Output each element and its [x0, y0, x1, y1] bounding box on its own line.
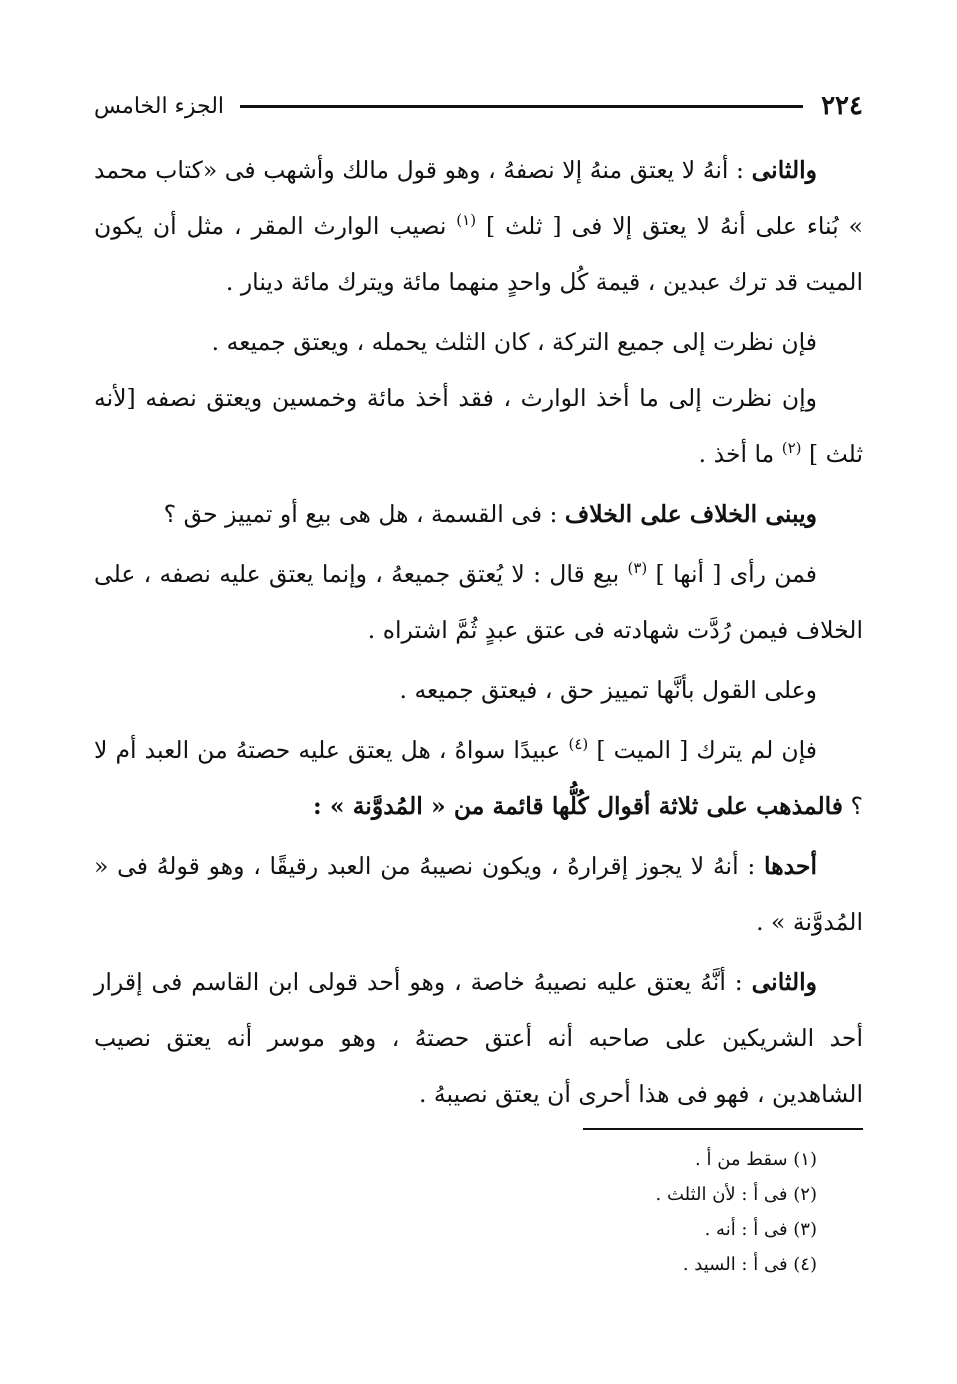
paragraph: [94, 546, 863, 658]
page-header: [94, 86, 863, 126]
running-title: الجزء الخامس: [94, 93, 225, 119]
text-run: فإن نظرت إلى جميع التركة ، كان الثلث يحمله ، ويعتق جميعه .: [211, 328, 817, 356]
footnote: (٣) فى أ : أنه .: [704, 1219, 817, 1240]
paragraph: [94, 370, 863, 482]
paragraph-lead: والثانى: [751, 968, 817, 996]
paragraph: [94, 314, 863, 370]
header-rule: [240, 105, 803, 108]
text-run: : أنَّهُ يعتق عليه نصيبهُ خاصة ، وهو أحد قولى ابن القاسم فى إقرار أحد الشريكين على صاحبه أنه أعتق حصتهُ ، وهو موسر أنه يعتق نصيب الشاهدين ، فهو فى هذا أحرى أن يعتق نصيبهُ .: [94, 968, 863, 1108]
paragraph: [94, 954, 863, 1122]
text-run: : فى القسمة ، هل هى بيع أو تمييز حق ؟: [163, 500, 558, 528]
footnote-ref: (٣): [627, 559, 648, 577]
paragraph: [94, 722, 863, 834]
text-run: فمن رأى [ أنها ]: [647, 560, 818, 588]
paragraph-lead: والثانى: [751, 156, 817, 184]
text-run: : أنهُ لا يجوز إقرارهُ ، ويكون نصيبهُ من العبد رقيقًا ، وهو قولهُ فى « المُدوَّنة » .: [94, 852, 863, 936]
footnote-ref: (١): [456, 211, 477, 229]
text-run: وعلى القول بأنَّها تمييز حق ، فيعتق جميعه .: [399, 676, 817, 704]
bold-text: فالمذهب على ثلاثة أقوال كُلُّها قائمة من « المُدوَّنة » :: [312, 792, 844, 820]
footnote: (٢) فى أ : لأن الثلث .: [655, 1184, 817, 1205]
text-run: نصيب الوارث المقر ، مثل أن يكون الميت قد ترك عبدين ، قيمة كُل واحدٍ منهما مائة ويترك مائة دينار .: [94, 212, 863, 296]
text-run: ما أخذ .: [698, 440, 782, 468]
paragraph: [94, 142, 863, 310]
text-run: وإن نظرت إلى ما أخذ الوارث ، فقد أخذ مائة وخمسين ويعتق نصفه [لأنه ثلث ]: [94, 384, 863, 468]
footnote-ref: (٢): [781, 439, 802, 457]
footnote-ref: (٤): [568, 735, 589, 753]
book-page: [94, 86, 863, 1316]
paragraph-lead: ويبنى الخلاف على الخلاف: [564, 500, 817, 528]
footnote-rule: [583, 1128, 863, 1130]
page-number: ٢٢٤: [821, 91, 863, 121]
footnote: (١) سقط من أ .: [695, 1149, 817, 1170]
paragraph: [94, 662, 863, 718]
paragraph-lead: أحدها: [764, 852, 817, 880]
text-run: عبيدًا سواهُ ، هل يعتق عليه حصتهُ من العبد أم لا ؟: [94, 736, 863, 820]
footnotes: [94, 1128, 863, 1282]
main-text: [94, 142, 863, 1122]
text-run: : أنهُ لا يعتق منهُ إلا نصفهُ ، وهو قول مالك وأشهب فى «كتاب محمد » بُناء على أنهُ لا يعتق إلا فى [ ثلث ]: [94, 156, 863, 240]
text-run: فإن لم يترك [ الميت ]: [588, 736, 817, 764]
paragraph: [94, 486, 863, 542]
paragraph: [94, 838, 863, 950]
footnote: (٤) فى أ : السيد .: [682, 1254, 817, 1275]
text-run: بيع قال : لا يُعتق جميعهُ ، وإنما يعتق عليه نصفه ، على الخلاف فيمن رُدَّت شهادته فى عتق عبدٍ ثُمَّ اشتراه .: [94, 560, 863, 644]
